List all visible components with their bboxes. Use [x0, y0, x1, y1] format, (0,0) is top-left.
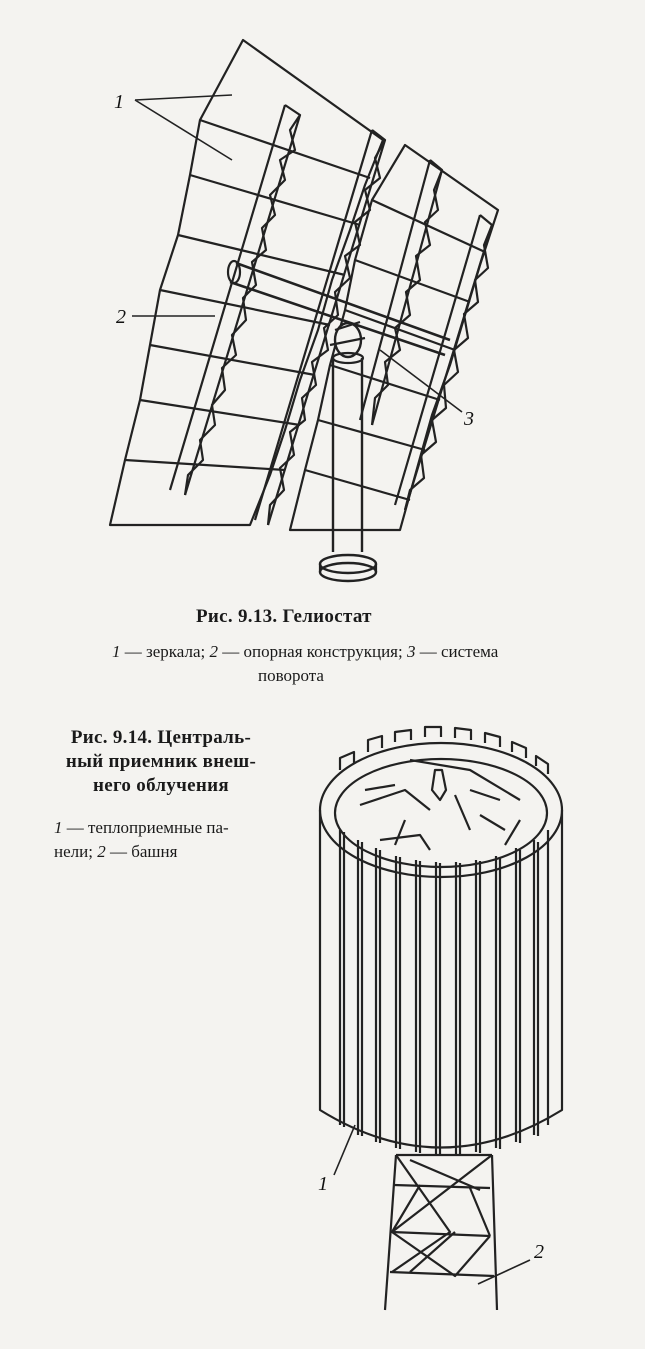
legend-text: — система [415, 642, 499, 661]
callout-1: 1 [318, 1173, 328, 1195]
legend-num: 3 [406, 642, 416, 661]
legend-num: 1 [54, 818, 63, 837]
legend-text: — теплоприемные па- [62, 818, 229, 837]
fig-9-14-title-1: Рис. 9.14. Централь- [70, 727, 252, 748]
fig-9-13-legend-cont: поворота [258, 666, 324, 685]
legend-num: 1 [112, 642, 121, 661]
callout-1: 1 [114, 91, 124, 113]
fig-9-13-title: Рис. 9.13. Гелиостат [196, 606, 372, 627]
fig-9-14-title-2: ный приемник внеш- [65, 751, 257, 772]
legend-num: 2 [97, 842, 106, 861]
callout-2: 2 [534, 1241, 544, 1263]
legend-num: 2 [209, 642, 218, 661]
legend-text: — башня [105, 842, 178, 861]
legend-text: нели; [54, 842, 98, 861]
legend-text: — опорная конструкция; [217, 642, 407, 661]
legend-text: — зеркала; [120, 642, 210, 661]
callout-3: 3 [464, 408, 474, 430]
callout-2: 2 [116, 306, 126, 328]
fig-9-14-title-3: него облучения [93, 775, 229, 796]
